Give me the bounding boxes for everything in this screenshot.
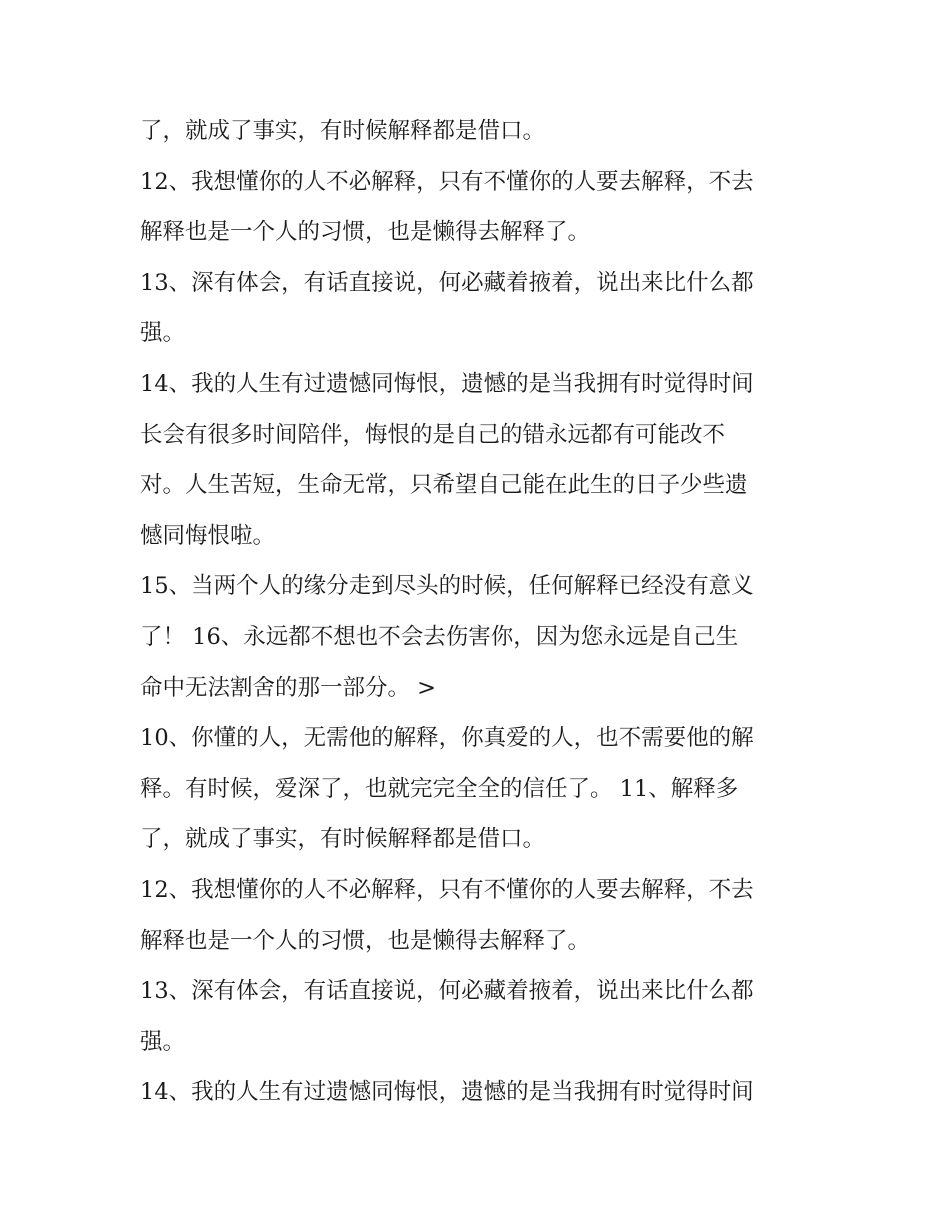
text-line: 解释也是一个人的习惯，也是懒得去解释了。 [140,219,591,246]
text-line: 了！ 16、永远都不想也不会去伤害你，因为您永远是自己生 [140,623,739,650]
text-line: 长会有很多时间陪伴，悔恨的是自己的错永远都有可能改不 [140,421,726,448]
text-line: 释。有时候，爱深了，也就完完全全的信任了。 11、解释多 [140,775,739,802]
text-line: 13、深有体会，有话直接说，何必藏着掖着，说出来比什么都 [140,978,754,1005]
text-line: 12、我想懂你的人不必解释，只有不懂你的人要去解释，不去 [140,876,754,903]
text-line: 10、你懂的人，无需他的解释，你真爱的人，也不需要他的解 [140,725,754,752]
text-line: 13、深有体会，有话直接说，何必藏着掖着，说出来比什么都 [140,269,754,296]
text-line: 命中无法割舍的那一部分。 > [140,674,437,701]
text-line: 12、我想懂你的人不必解释，只有不懂你的人要去解释，不去 [140,168,754,195]
text-line: 14、我的人生有过遗憾同悔恨，遗憾的是当我拥有时觉得时间 [140,1079,754,1106]
text-line: 强。 [140,320,186,347]
document-text [140,106,820,1118]
text-line: 解释也是一个人的习惯，也是懒得去解释了。 [140,927,591,954]
text-line: 了，就成了事实，有时候解释都是借口。 [140,826,546,853]
text-line: 14、我的人生有过遗憾同悔恨，遗憾的是当我拥有时觉得时间 [140,370,754,397]
text-line: 强。 [140,1028,186,1055]
text-line: 15、当两个人的缘分走到尽头的时候，任何解释已经没有意义 [140,573,754,600]
text-line: 对。人生苦短，生命无常，只希望自己能在此生的日子少些遗 [140,472,748,499]
text-line: 憾同悔恨啦。 [140,522,276,549]
text-line: 了，就成了事实，有时候解释都是借口。 [140,118,546,144]
